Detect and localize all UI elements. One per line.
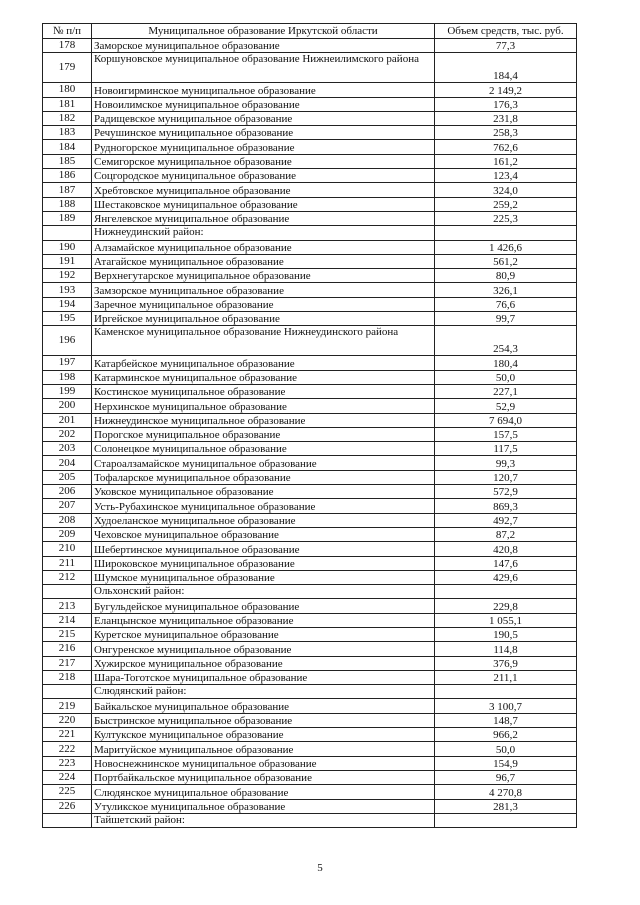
amount-value: 561,2 bbox=[435, 254, 577, 268]
table-row bbox=[43, 756, 577, 770]
amount-value: 762,6 bbox=[435, 140, 577, 154]
amount-value: 87,2 bbox=[435, 527, 577, 541]
municipality-name: Утуликское муниципальное образование bbox=[92, 799, 435, 813]
amount-value: 572,9 bbox=[435, 485, 577, 499]
amount-value: 50,0 bbox=[435, 742, 577, 756]
amount-value: 1 426,6 bbox=[435, 240, 577, 254]
row-number: 214 bbox=[43, 613, 92, 627]
amount-value: 120,7 bbox=[435, 470, 577, 484]
section-title: Тайшетский район: bbox=[92, 813, 435, 827]
municipality-name: Усть-Рубахинское муниципальное образование bbox=[92, 499, 435, 513]
table-row bbox=[43, 356, 577, 370]
table-row bbox=[43, 126, 577, 140]
row-number: 195 bbox=[43, 312, 92, 326]
amount-value: 420,8 bbox=[435, 542, 577, 556]
amount-value: 176,3 bbox=[435, 97, 577, 111]
table-row bbox=[43, 713, 577, 727]
table-row bbox=[43, 728, 577, 742]
amount-value: 184,4 bbox=[435, 53, 577, 83]
municipality-name: Речушинское муниципальное образование bbox=[92, 126, 435, 140]
row-number: 221 bbox=[43, 728, 92, 742]
municipality-name: Солонецкое муниципальное образование bbox=[92, 442, 435, 456]
row-number: 200 bbox=[43, 399, 92, 413]
municipality-name: Порогское муниципальное образование bbox=[92, 427, 435, 441]
row-number: 198 bbox=[43, 370, 92, 384]
amount-value: 211,1 bbox=[435, 670, 577, 684]
amount-value: 3 100,7 bbox=[435, 699, 577, 713]
section-title: Слюдянский район: bbox=[92, 685, 435, 699]
row-number: 178 bbox=[43, 39, 92, 53]
municipality-name: Портбайкальское муниципальное образование bbox=[92, 770, 435, 784]
municipality-name: Новоснежнинское муниципальное образование bbox=[92, 756, 435, 770]
table-row bbox=[43, 83, 577, 97]
municipality-name: Хужирское муниципальное образование bbox=[92, 656, 435, 670]
amount-value: 2 149,2 bbox=[435, 83, 577, 97]
municipality-name: Онгуренское муниципальное образование bbox=[92, 642, 435, 656]
table-row bbox=[43, 370, 577, 384]
amount-value: 324,0 bbox=[435, 183, 577, 197]
amount-value: 117,5 bbox=[435, 442, 577, 456]
amount-value: 180,4 bbox=[435, 356, 577, 370]
section-row bbox=[43, 226, 577, 240]
table-row bbox=[43, 269, 577, 283]
table-row bbox=[43, 442, 577, 456]
row-number: 196 bbox=[43, 326, 92, 356]
row-number: 201 bbox=[43, 413, 92, 427]
row-number: 224 bbox=[43, 770, 92, 784]
row-number: 193 bbox=[43, 283, 92, 297]
row-number: 199 bbox=[43, 384, 92, 398]
amount-value: 259,2 bbox=[435, 197, 577, 211]
amount-value: 76,6 bbox=[435, 297, 577, 311]
row-number: 180 bbox=[43, 83, 92, 97]
municipality-name: Заморское муниципальное образование bbox=[92, 39, 435, 53]
table-row bbox=[43, 111, 577, 125]
row-number: 197 bbox=[43, 356, 92, 370]
table-row bbox=[43, 211, 577, 225]
table-row bbox=[43, 785, 577, 799]
table-row bbox=[43, 499, 577, 513]
municipality-name: Нижнеудинское муниципальное образование bbox=[92, 413, 435, 427]
municipality-name: Уковское муниципальное образование bbox=[92, 485, 435, 499]
amount-value: 966,2 bbox=[435, 728, 577, 742]
table-row bbox=[43, 799, 577, 813]
row-number: 215 bbox=[43, 627, 92, 641]
row-number: 187 bbox=[43, 183, 92, 197]
row-number: 211 bbox=[43, 556, 92, 570]
section-row bbox=[43, 813, 577, 827]
municipality-name: Чеховское муниципальное образование bbox=[92, 527, 435, 541]
row-number: 207 bbox=[43, 499, 92, 513]
table-row bbox=[43, 527, 577, 541]
municipality-name: Широковское муниципальное образование bbox=[92, 556, 435, 570]
municipality-name: Хребтовское муниципальное образование bbox=[92, 183, 435, 197]
section-row bbox=[43, 685, 577, 699]
table-row bbox=[43, 384, 577, 398]
municipality-name: Шумское муниципальное образование bbox=[92, 570, 435, 584]
amount-value: 225,3 bbox=[435, 211, 577, 225]
table-row bbox=[43, 699, 577, 713]
municipality-name: Замзорское муниципальное образование bbox=[92, 283, 435, 297]
row-number: 192 bbox=[43, 269, 92, 283]
amount-value: 80,9 bbox=[435, 269, 577, 283]
row-number: 220 bbox=[43, 713, 92, 727]
table-row bbox=[43, 283, 577, 297]
table-row bbox=[43, 556, 577, 570]
municipality-name: Тофаларское муниципальное образование bbox=[92, 470, 435, 484]
table-body bbox=[43, 39, 577, 828]
table-row bbox=[43, 53, 577, 83]
table-row bbox=[43, 627, 577, 641]
amount-value: 231,8 bbox=[435, 111, 577, 125]
row-number: 223 bbox=[43, 756, 92, 770]
section-title: Нижнеудинский район: bbox=[92, 226, 435, 240]
row-number: 209 bbox=[43, 527, 92, 541]
amount-value: 1 055,1 bbox=[435, 613, 577, 627]
municipality-name: Новоигирминское муниципальное образование bbox=[92, 83, 435, 97]
municipality-name: Култукское муниципальное образование bbox=[92, 728, 435, 742]
row-number: 190 bbox=[43, 240, 92, 254]
row-number: 184 bbox=[43, 140, 92, 154]
row-number: 216 bbox=[43, 642, 92, 656]
amount-value: 229,8 bbox=[435, 599, 577, 613]
row-number: 191 bbox=[43, 254, 92, 268]
row-number: 213 bbox=[43, 599, 92, 613]
table-row bbox=[43, 297, 577, 311]
amount-value: 52,9 bbox=[435, 399, 577, 413]
row-number: 185 bbox=[43, 154, 92, 168]
amount-value: 157,5 bbox=[435, 427, 577, 441]
row-number: 208 bbox=[43, 513, 92, 527]
municipality-name: Шара-Тоготское муниципальное образование bbox=[92, 670, 435, 684]
table-row bbox=[43, 399, 577, 413]
amount-value: 96,7 bbox=[435, 770, 577, 784]
municipality-name: Шестаковское муниципальное образование bbox=[92, 197, 435, 211]
table-row bbox=[43, 254, 577, 268]
row-number: 222 bbox=[43, 742, 92, 756]
amount-value: 154,9 bbox=[435, 756, 577, 770]
municipality-name: Иргейское муниципальное образование bbox=[92, 312, 435, 326]
amount-value: 254,3 bbox=[435, 326, 577, 356]
amount-value: 492,7 bbox=[435, 513, 577, 527]
table-row bbox=[43, 570, 577, 584]
row-number bbox=[43, 685, 92, 699]
municipality-name: Атагайское муниципальное образование bbox=[92, 254, 435, 268]
row-number: 210 bbox=[43, 542, 92, 556]
row-number: 202 bbox=[43, 427, 92, 441]
amount-value: 50,0 bbox=[435, 370, 577, 384]
table-row bbox=[43, 485, 577, 499]
amount-value: 123,4 bbox=[435, 169, 577, 183]
row-number: 179 bbox=[43, 53, 92, 83]
municipality-name: Быстринское муниципальное образование bbox=[92, 713, 435, 727]
municipality-name: Радищевское муниципальное образование bbox=[92, 111, 435, 125]
table-row bbox=[43, 140, 577, 154]
row-number: 188 bbox=[43, 197, 92, 211]
municipality-name: Соцгородское муниципальное образование bbox=[92, 169, 435, 183]
table-row bbox=[43, 326, 577, 356]
table-row bbox=[43, 240, 577, 254]
row-number: 217 bbox=[43, 656, 92, 670]
amount-value: 4 270,8 bbox=[435, 785, 577, 799]
row-number: 181 bbox=[43, 97, 92, 111]
row-number bbox=[43, 585, 92, 599]
table-row bbox=[43, 97, 577, 111]
municipality-name: Куретское муниципальное образование bbox=[92, 627, 435, 641]
amount-value: 99,7 bbox=[435, 312, 577, 326]
row-number: 182 bbox=[43, 111, 92, 125]
table-row bbox=[43, 427, 577, 441]
row-number: 194 bbox=[43, 297, 92, 311]
section-title: Ольхонский район: bbox=[92, 585, 435, 599]
amount-value bbox=[435, 226, 577, 240]
amount-value: 161,2 bbox=[435, 154, 577, 168]
municipality-name: Староалзамайское муниципальное образование bbox=[92, 456, 435, 470]
amount-value bbox=[435, 685, 577, 699]
table-row bbox=[43, 197, 577, 211]
row-number: 204 bbox=[43, 456, 92, 470]
table-row bbox=[43, 770, 577, 784]
municipality-name: Новоилимское муниципальное образование bbox=[92, 97, 435, 111]
header-amount: Объем средств, тыс. руб. bbox=[435, 24, 577, 39]
amount-value: 227,1 bbox=[435, 384, 577, 398]
municipality-name: Худоеланское муниципальное образование bbox=[92, 513, 435, 527]
amount-value: 148,7 bbox=[435, 713, 577, 727]
municipality-name: Заречное муниципальное образование bbox=[92, 297, 435, 311]
table-row bbox=[43, 599, 577, 613]
row-number: 203 bbox=[43, 442, 92, 456]
amount-value: 326,1 bbox=[435, 283, 577, 297]
municipality-name: Рудногорское муниципальное образование bbox=[92, 140, 435, 154]
amount-value: 147,6 bbox=[435, 556, 577, 570]
municipality-name: Слюдянское муниципальное образование bbox=[92, 785, 435, 799]
municipality-name: Катарбейское муниципальное образование bbox=[92, 356, 435, 370]
municipality-name: Маритуйское муниципальное образование bbox=[92, 742, 435, 756]
table-header-row bbox=[43, 24, 577, 39]
amount-value: 7 694,0 bbox=[435, 413, 577, 427]
amount-value: 429,6 bbox=[435, 570, 577, 584]
amount-value: 376,9 bbox=[435, 656, 577, 670]
municipality-name: Каменское муниципальное образование Нижнеудинского района bbox=[92, 326, 435, 356]
row-number bbox=[43, 226, 92, 240]
amount-value: 190,5 bbox=[435, 627, 577, 641]
municipality-name: Верхнегутарское муниципальное образование bbox=[92, 269, 435, 283]
row-number: 218 bbox=[43, 670, 92, 684]
table-row bbox=[43, 742, 577, 756]
table-row bbox=[43, 183, 577, 197]
section-row bbox=[43, 585, 577, 599]
amount-value: 114,8 bbox=[435, 642, 577, 656]
table-row bbox=[43, 456, 577, 470]
amount-value: 77,3 bbox=[435, 39, 577, 53]
row-number: 219 bbox=[43, 699, 92, 713]
municipality-name: Костинское муниципальное образование bbox=[92, 384, 435, 398]
row-number: 206 bbox=[43, 485, 92, 499]
amount-value bbox=[435, 585, 577, 599]
municipality-name: Катарминское муниципальное образование bbox=[92, 370, 435, 384]
table-row bbox=[43, 312, 577, 326]
table-row bbox=[43, 656, 577, 670]
row-number: 189 bbox=[43, 211, 92, 225]
municipality-name: Шебертинское муниципальное образование bbox=[92, 542, 435, 556]
amount-value: 281,3 bbox=[435, 799, 577, 813]
row-number: 183 bbox=[43, 126, 92, 140]
municipality-name: Бугульдейское муниципальное образование bbox=[92, 599, 435, 613]
row-number bbox=[43, 813, 92, 827]
amount-value: 869,3 bbox=[435, 499, 577, 513]
table-row bbox=[43, 513, 577, 527]
allocation-table bbox=[42, 23, 577, 828]
row-number: 212 bbox=[43, 570, 92, 584]
table-row bbox=[43, 169, 577, 183]
municipality-name: Нерхинское муниципальное образование bbox=[92, 399, 435, 413]
row-number: 225 bbox=[43, 785, 92, 799]
amount-value: 99,3 bbox=[435, 456, 577, 470]
header-municipality: Муниципальное образование Иркутской области bbox=[92, 24, 435, 39]
table-row bbox=[43, 39, 577, 53]
table-row bbox=[43, 613, 577, 627]
municipality-name: Байкальское муниципальное образование bbox=[92, 699, 435, 713]
table-row bbox=[43, 642, 577, 656]
municipality-name: Алзамайское муниципальное образование bbox=[92, 240, 435, 254]
page-number: 5 bbox=[317, 862, 323, 874]
row-number: 205 bbox=[43, 470, 92, 484]
table-row bbox=[43, 413, 577, 427]
amount-value bbox=[435, 813, 577, 827]
municipality-name: Семигорское муниципальное образование bbox=[92, 154, 435, 168]
municipality-name: Коршуновское муниципальное образование Нижнеилимского района bbox=[92, 53, 435, 83]
header-number: № п/п bbox=[43, 24, 92, 39]
municipality-name: Янгелевское муниципальное образование bbox=[92, 211, 435, 225]
table-row bbox=[43, 154, 577, 168]
amount-value: 258,3 bbox=[435, 126, 577, 140]
table-row bbox=[43, 470, 577, 484]
table-row bbox=[43, 542, 577, 556]
row-number: 226 bbox=[43, 799, 92, 813]
municipality-name: Еланцынское муниципальное образование bbox=[92, 613, 435, 627]
table-row bbox=[43, 670, 577, 684]
row-number: 186 bbox=[43, 169, 92, 183]
